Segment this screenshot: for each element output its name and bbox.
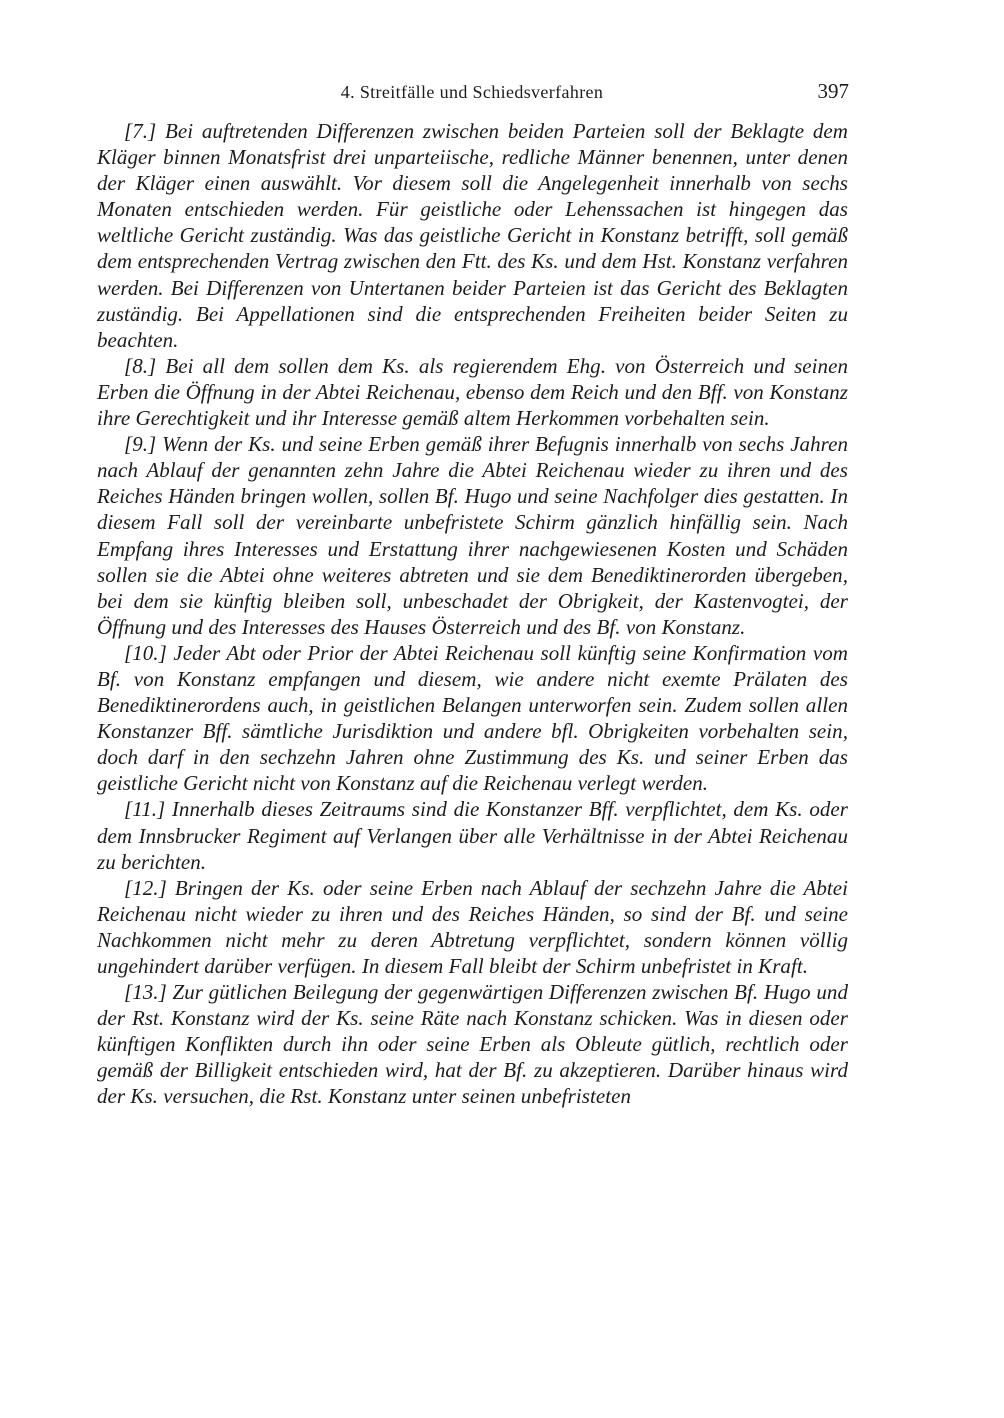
running-head [97, 79, 849, 106]
paragraph-13: [13.] Zur gütlichen Beilegung der gegenwärtigen Differenzen zwischen Bf. Hugo und der Rst. Konstanz wird der Ks. seine Räte nach Konstanz schicken. Was in diesen oder künftigen Konflikten durch ihn oder seine Erben als Obleute gütlich, rechtlich oder gemäß der Billigkeit entschieden wird, hat der Bf. zu akzeptieren. Darüber hinaus wird der Ks. versuchen, die Rst. Konstanz unter seinen unbefristeten [97, 980, 848, 1109]
paragraph-8: [8.] Bei all dem sollen dem Ks. als regierendem Ehg. von Österreich und seinen Erben die Öffnung in der Abtei Reichenau, ebenso dem Reich und den Bff. von Konstanz ihre Gerechtigkeit und ihr Interesse gemäß altem Herkommen vorbehalten sein. [97, 353, 848, 431]
paragraph-12: [12.] Bringen der Ks. oder seine Erben nach Ablauf der sechzehn Jahre die Abtei Reichenau nicht wieder zu ihren und des Reiches Händen, so sind der Bf. und seine Nachkommen nicht mehr zu deren Abtretung verpflichtet, sondern können völlig ungehindert darüber verfügen. In diesem Fall bleibt der Schirm unbefristet in Kraft. [97, 875, 848, 978]
paragraph-10: [10.] Jeder Abt oder Prior der Abtei Reichenau soll künftig seine Konfirmation vom Bf. von Konstanz empfangen und diesem, wie andere nicht exemte Prälaten des Benediktinerordens auch, in geistlichen Belangen unterworfen sein. Zudem sollen allen Konstanzer Bff. sämtliche Jurisdiktion und andere bfl. Obrigkeiten vorbehalten sein, doch darf in den sechzehn Jahren ohne Zustimmung des Ks. und seiner Erben das geistliche Gericht nicht von Konstanz auf die Reichenau verlegt werden. [97, 640, 848, 796]
paragraph-7: [7.] Bei auftretenden Differenzen zwischen beiden Parteien soll der Beklagte dem Kläger binnen Monatsfrist drei unparteiische, redliche Männer benennen, unter denen der Kläger einen auswählt. Vor diesem soll die Angelegenheit innerhalb von sechs Monaten entschieden werden. Für geistliche oder Lehenssachen ist hingegen das weltliche Gericht zuständig. Was das geistliche Gericht in Konstanz betrifft, soll gemäß dem entsprechenden Vertrag zwischen den Ftt. des Ks. und dem Hst. Konstanz verfahren werden. Bei Differenzen von Untertanen beider Parteien ist das Gericht des Beklagten zuständig. Bei Appellationen sind die entsprechenden Freiheiten beider Seiten zu beachten. [97, 119, 848, 352]
section-title: 4. Streitfälle und Schiedsverfahren [340, 82, 604, 102]
page-number: 397 [817, 79, 849, 103]
body-text [97, 118, 848, 1110]
paragraph-11: [11.] Innerhalb dieses Zeitraums sind die Konstanzer Bff. verpflichtet, dem Ks. oder dem Innsbrucker Regiment auf Verlangen über alle Verhältnisse in der Abtei Reichenau zu berichten. [97, 797, 848, 874]
paragraph-9: [9.] Wenn der Ks. und seine Erben gemäß ihrer Befugnis innerhalb von sechs Jahren nach Ablauf der genannten zehn Jahre die Abtei Reichenau wieder zu ihren und des Reiches Händen bringen wollen, sollen Bf. Hugo und seine Nachfolger dies gestatten. In diesem Fall soll der vereinbarte unbefristete Schirm gänzlich hinfällig sein. Nach Empfang ihres Interesses und Erstattung ihrer nachgewiesenen Kosten und Schäden sollen sie die Abtei ohne weiteres abtreten und sie dem Benediktinerorden übergeben, bei dem sie künftig bleiben soll, unbeschadet der Obrigkeit, der Kastenvogtei, der Öffnung und des Interesses des Hauses Österreich und des Bf. von Konstanz. [97, 432, 848, 639]
